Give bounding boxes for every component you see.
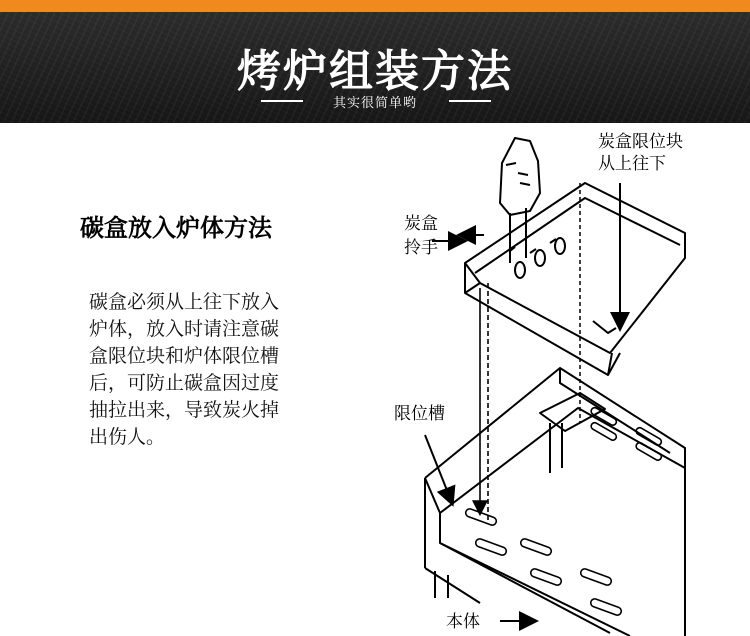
top-accent-strip bbox=[0, 0, 750, 12]
block-label-line2: 从上往下 bbox=[598, 154, 666, 174]
banner-subtitle: 其实很简单哟 bbox=[332, 96, 417, 111]
charcoal-tray bbox=[465, 183, 685, 423]
instruction-line: 抽拉出来，导致炭火掉 bbox=[89, 399, 280, 421]
instruction-line: 炉体，放入时请注意碳 bbox=[89, 318, 280, 340]
handle-label-line1: 炭盒 bbox=[404, 214, 438, 234]
banner-divider-right bbox=[449, 100, 491, 102]
section-title: 碳盒放入炉体方法 bbox=[80, 214, 272, 242]
instruction-line: 后，可防止碳盒因过度 bbox=[89, 372, 280, 394]
arrow-down-icon bbox=[425, 435, 452, 503]
instruction-line: 出伤人。 bbox=[89, 426, 166, 448]
hand-icon bbox=[500, 138, 540, 263]
instruction-line: 碳盒必须从上往下放入 bbox=[89, 291, 280, 313]
block-label-line1: 炭盒限位块 bbox=[598, 132, 683, 152]
guide-lines bbox=[480, 283, 488, 521]
handle-label-line2: 拎手 bbox=[404, 238, 438, 258]
body-label: 本体 bbox=[446, 612, 480, 632]
instruction-text bbox=[89, 289, 329, 451]
assembly-diagram bbox=[380, 123, 750, 636]
furnace-body bbox=[425, 368, 685, 636]
banner-title: 烤炉组装方法 bbox=[237, 46, 513, 97]
instruction-line: 盒限位块和炉体限位槽 bbox=[89, 345, 280, 367]
header-banner bbox=[0, 12, 750, 123]
slot-label: 限位槽 bbox=[394, 404, 445, 424]
